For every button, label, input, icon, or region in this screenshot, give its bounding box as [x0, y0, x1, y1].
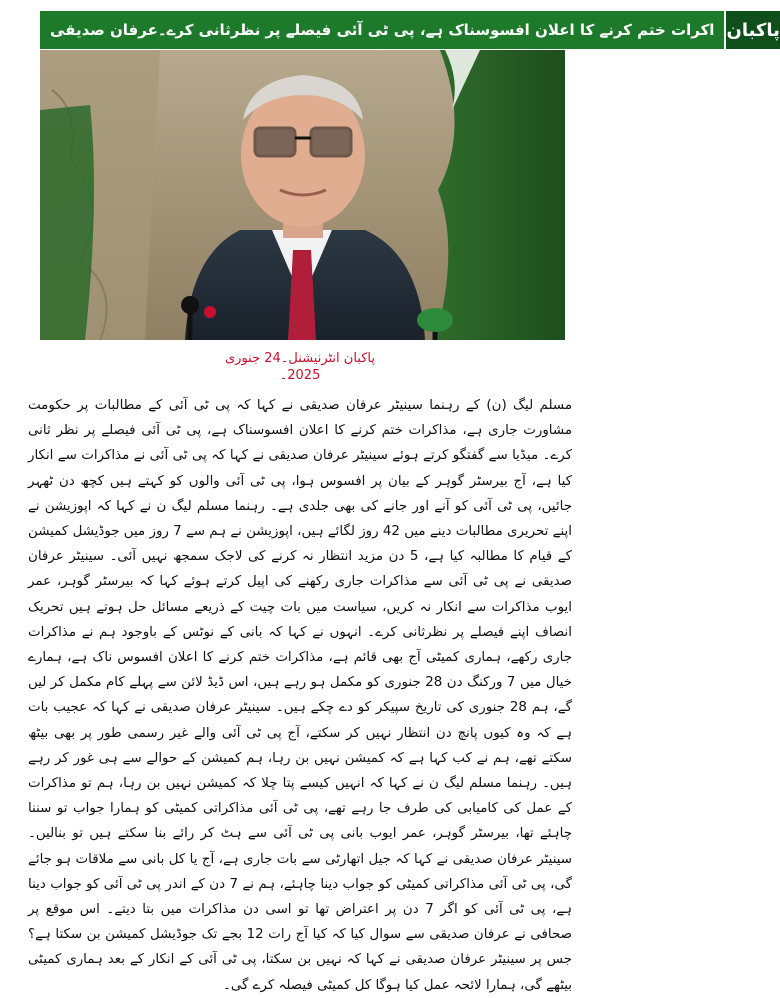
photo-illustration: [40, 50, 565, 340]
microphone-left: [181, 296, 199, 314]
glasses-right-lens: [311, 128, 351, 156]
brand-logo: پاکبان: [724, 11, 779, 49]
byline-date: 2025۔: [279, 368, 321, 383]
glasses-left-lens: [255, 128, 295, 156]
byline-source: پاکبان انٹرنیشنل۔24 جنوری: [225, 351, 375, 366]
flag-right: [435, 50, 565, 340]
article-body: مسلم لیگ (ن) کے رہنما سینیٹر عرفان صدیقی نے کہا کہ پی ٹی آئی کے مطالبات پر حکومت مشاورت جاری ہے، مذاکرات ختم کرنے کا اعلان افسوسناک ہے، پی ٹی آئی فیصلے پر نظر ثانی کرے۔ میڈیا سے گفتگو کرتے ہوئے سینیٹر عرفان صدیقی نے کہا کہ پی ٹی آئی نے مذاکرات سے انکار کیا ہے، آج بیرسٹر گوہر کے بیان پر افسوس ہوا، پی ٹی آئی والوں کو کہتے ہیں کچھ دن ٹھہر جائیں، پی ٹی آئی کو آنے اور جانے کی بھی جلدی ہے۔ رہنما مسلم لیگ ن نے کہا کہ اپوزیشن نے اپنے تحریری مطالبات دینے میں 42 روز لگائے ہیں، اپوزیشن نے ہم سے 7 روز میں جوڈیشل کمیشن کے قیام کا مطالبہ کیا ہے، 5 دن مزید انتظار نہ کرنے کی لاجک سمجھ نہیں آئی۔ سینیٹر عرفان صدیقی نے پی ٹی آئی سے مذاکرات جاری رکھنے کی اپیل کرتے ہوئے کہا کہ بیرسٹر گوہر، عمر ایوب مذاکرات سے انکار نہ کریں، سیاست میں بات چیت کے ذریعے مسائل حل ہوتے ہیں تحریک انصاف اپنے فیصلے پر نظرثانی کرے۔ انہوں نے کہا کہ بانی کے نوٹس کے باوجود ہم نے مذاکرات جاری رکھے، ہماری کمیٹی آج بھی قائم ہے، مذاکرات ختم کرنے کا اعلان افسوس ناک ہے، ہمارے خیال میں 7 ورکنگ دن 28 جنوری کو مکمل ہو رہے ہیں، اس ڈیڈ لائن سے پہلے کام مکمل کر لیں گے، ہم 28 جنوری کی تاریخ سپیکر کو دے چکے ہیں۔ سینیٹر عرفان صدیقی نے کہا کہ عجیب بات ہے کہ وہ کیوں پانچ دن انتظار نہیں کر سکتے، آج پی ٹی آئی والے غیر رسمی طور پر بھی بیٹھ سکتے تھے، ہم نے کب کہا ہے کہ کمیشن نہیں بن رہا، ہم کمیشن کے حوالے سے ہی غور کر رہے ہیں۔ رہنما مسلم لیگ ن نے کہا کہ انہیں کیسے پتا چلا کہ کمیشن نہیں بن رہا، ہم تو مذاکرات کے عمل کی کامیابی کی طرف جا رہے تھے، پی ٹی آئی مذاکراتی کمیٹی کو ہمارا جواب تو سننا چاہئے تھا، بیرسٹر گوہر، عمر ایوب بانی پی ٹی آئی سے ہٹ کر رائے بنا سکتے ہیں تو بنالیں۔ سینیٹر عرفان صدیقی نے کہا کہ جیل اتھارٹی سے بات جاری ہے، آج یا کل بانی سے ملاقات ہو جائے گی، پی ٹی آئی مذاکراتی کمیٹی کو جواب دینا چاہئے، ہم نے 7 دن کے اندر پی ٹی آئی کو جواب دینا ہے، پی ٹی آئی کو اگر 7 دن پر اعتراض تھا تو اسی دن مذاکرات میں بتا دیتے۔ اس موقع پر صحافی نے عرفان صدیقی سے سوال کیا کہ کیا آج رات 12 بجے تک جوڈیشل کمیشن بن سکتا ہے؟ جس پر سینیٹر عرفان صدیقی نے کہا کہ نہیں بن سکتا، پی ٹی آئی کے انکار کے بعد ہماری کمیٹی بیٹھے گی، ہمارا لائحہ عمل کیا ہوگا کل کمیٹی فیصلہ کرے گی۔: [28, 398, 573, 993]
news-photo: [40, 50, 565, 340]
headline: اکرات ختم کرنے کا اعلان افسوسناک ہے، پی ٹی آئی فیصلے پر نظرثانی کرے۔عرفان صدیقی: [40, 11, 724, 49]
flag-left: [40, 105, 94, 340]
microphone-right: [417, 308, 453, 332]
microphone-tip-left: [204, 306, 216, 318]
header-bar: [40, 11, 780, 49]
